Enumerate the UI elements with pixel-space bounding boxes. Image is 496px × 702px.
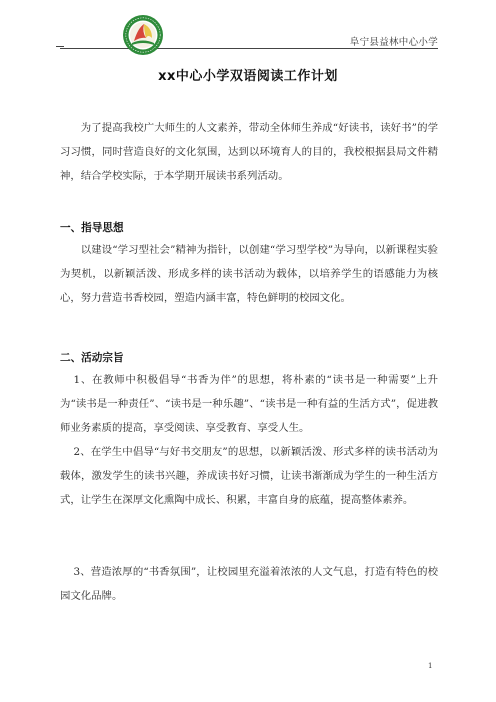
- purpose-item-2: 2、在学生中倡导“与好书交朋友”的思想，以新颖活泼、形式多样的读书活动为载体，激发学生的读书兴趣，养成读书好习惯，让读书渐渐成为学生的一种生活方式，让学生在深厚文化熏陶中成长、积累，丰富自身的底蕴，提高整体素养。: [60, 446, 438, 506]
- section-heading-activity-purpose: 二、活动宗旨: [60, 352, 124, 364]
- document-title: xx中心小学双语阅读工作计划: [158, 69, 338, 84]
- intro-paragraph: 为了提高我校广大师生的人文素养，带动全体师生养成“好读书，读好书”的学习习惯，同时营造良好的文化氛围，达到以环境育人的目的，我校根据县局文件精神，结合学校实际，于本学期开展读书系列活动。: [60, 122, 438, 182]
- purpose-item-1: 1、在教师中积极倡导“书香为伴”的思想，将朴素的“读书是一种需要”上升为“读书是一种责任”、“读书是一种乐趣”、“读书是一种有益的生活方式”，促进教师业务素质的提高，享受阅读、享受教育、享受人生。: [60, 374, 438, 434]
- school-emblem-icon: [122, 14, 164, 56]
- header-rule: [60, 48, 438, 49]
- school-name: 阜宁县益林中心小学: [349, 37, 438, 48]
- guiding-ideology-paragraph: 以建设“学习型社会”精神为指针，以创建“学习型学校”为导向，以新课程实验为契机，以新颖活泼、形成多样的读书活动为载体，以培养学生的语感能力为核心，努力营造书香校园，塑造内涵丰富，特色鲜明的校园文化。: [60, 244, 438, 304]
- purpose-item-3: 3、营造浓厚的“书香氛围”，让校园里充溢着浓浓的人文气息，打造有特色的校园文化品牌。: [60, 566, 438, 602]
- section-heading-guiding-ideology: 一、指导思想: [60, 222, 124, 234]
- page-header: [60, 14, 438, 48]
- page-number: 1: [428, 662, 433, 670]
